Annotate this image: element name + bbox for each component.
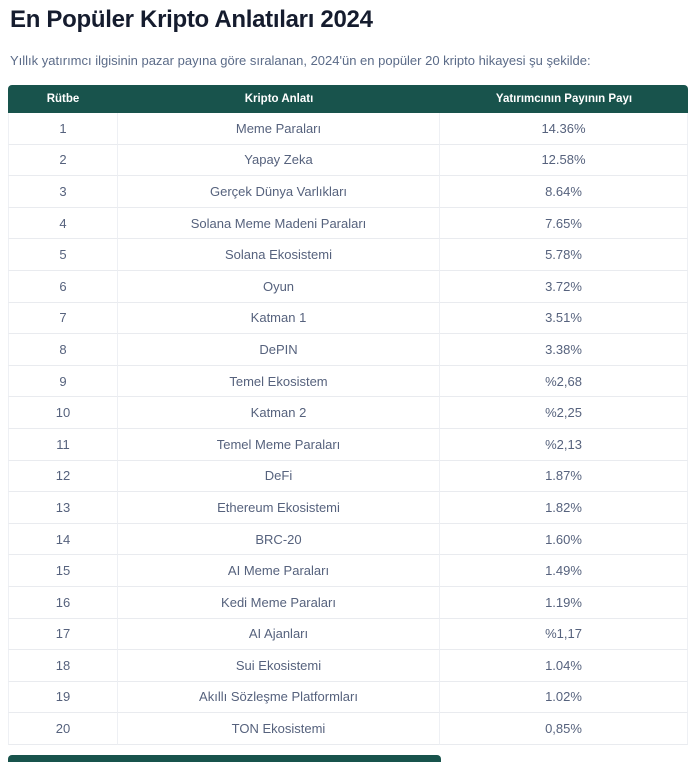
- share-cell: 3.51%: [440, 303, 688, 335]
- narrative-cell: Temel Meme Paraları: [118, 429, 440, 461]
- share-cell: %2,68: [440, 366, 688, 398]
- table-row: [8, 682, 688, 714]
- narrative-cell: TON Ekosistemi: [118, 713, 440, 745]
- share-cell: 1.49%: [440, 555, 688, 587]
- narrative-cell: Sui Ekosistemi: [118, 650, 440, 682]
- rank-cell: 15: [8, 555, 118, 587]
- share-cell: 12.58%: [440, 145, 688, 177]
- table-row: [8, 492, 688, 524]
- rank-cell: 16: [8, 587, 118, 619]
- table-row: [8, 619, 688, 651]
- table-row: [8, 366, 688, 398]
- rank-cell: 17: [8, 619, 118, 651]
- narrative-cell: Akıllı Sözleşme Platformları: [118, 682, 440, 714]
- rank-cell: 2: [8, 145, 118, 177]
- share-cell: 3.72%: [440, 271, 688, 303]
- table-body: [8, 113, 688, 745]
- column-header-rank: Rütbe: [8, 85, 118, 113]
- share-cell: 1.04%: [440, 650, 688, 682]
- share-cell: 14.36%: [440, 113, 688, 145]
- rank-cell: 10: [8, 397, 118, 429]
- share-cell: 0,85%: [440, 713, 688, 745]
- table-row: [8, 555, 688, 587]
- share-cell: 3.38%: [440, 334, 688, 366]
- share-cell: %2,13: [440, 429, 688, 461]
- table-row: [8, 713, 688, 745]
- narrative-cell: Kedi Meme Paraları: [118, 587, 440, 619]
- table-row: [8, 208, 688, 240]
- rank-cell: 18: [8, 650, 118, 682]
- table-row: [8, 113, 688, 145]
- table-row: [8, 145, 688, 177]
- share-cell: %2,25: [440, 397, 688, 429]
- narrative-cell: Katman 1: [118, 303, 440, 335]
- rank-cell: 20: [8, 713, 118, 745]
- rank-cell: 19: [8, 682, 118, 714]
- rank-cell: 11: [8, 429, 118, 461]
- narrative-cell: Ethereum Ekosistemi: [118, 492, 440, 524]
- next-table-header-partial: [8, 755, 441, 762]
- page-title: En Popüler Kripto Anlatıları 2024: [10, 6, 373, 33]
- column-header-narrative: Kripto Anlatı: [118, 85, 440, 113]
- rank-cell: 1: [8, 113, 118, 145]
- narrative-cell: Katman 2: [118, 397, 440, 429]
- share-cell: 8.64%: [440, 176, 688, 208]
- rank-cell: 8: [8, 334, 118, 366]
- table-header-row: [8, 85, 688, 113]
- table-row: [8, 239, 688, 271]
- share-cell: 1.82%: [440, 492, 688, 524]
- narrative-cell: AI Ajanları: [118, 619, 440, 651]
- share-cell: 5.78%: [440, 239, 688, 271]
- table-row: [8, 303, 688, 335]
- share-cell: 1.87%: [440, 461, 688, 493]
- narrative-cell: BRC-20: [118, 524, 440, 556]
- narrative-cell: DeFi: [118, 461, 440, 493]
- table-row: [8, 461, 688, 493]
- narrative-cell: Meme Paraları: [118, 113, 440, 145]
- narrative-cell: Oyun: [118, 271, 440, 303]
- table-row: [8, 587, 688, 619]
- table-row: [8, 334, 688, 366]
- narrative-cell: Temel Ekosistem: [118, 366, 440, 398]
- narrative-cell: Solana Meme Madeni Paraları: [118, 208, 440, 240]
- narrative-cell: Solana Ekosistemi: [118, 239, 440, 271]
- rank-cell: 6: [8, 271, 118, 303]
- rank-cell: 3: [8, 176, 118, 208]
- narrative-cell: AI Meme Paraları: [118, 555, 440, 587]
- share-cell: 7.65%: [440, 208, 688, 240]
- narrative-cell: DePIN: [118, 334, 440, 366]
- rank-cell: 5: [8, 239, 118, 271]
- rank-cell: 14: [8, 524, 118, 556]
- table-row: [8, 397, 688, 429]
- table-row: [8, 176, 688, 208]
- table-row: [8, 429, 688, 461]
- rank-cell: 12: [8, 461, 118, 493]
- column-header-investor-share: Yatırımcının Payının Payı: [440, 85, 688, 113]
- narrative-cell: Gerçek Dünya Varlıkları: [118, 176, 440, 208]
- table-row: [8, 650, 688, 682]
- rank-cell: 9: [8, 366, 118, 398]
- table-row: [8, 524, 688, 556]
- crypto-narratives-table: [8, 85, 688, 745]
- rank-cell: 4: [8, 208, 118, 240]
- narrative-cell: Yapay Zeka: [118, 145, 440, 177]
- rank-cell: 7: [8, 303, 118, 335]
- table-row: [8, 271, 688, 303]
- page-subtitle: Yıllık yatırımcı ilgisinin pazar payına göre sıralanan, 2024'ün en popüler 20 kripto hikayesi şu şekilde:: [10, 53, 591, 68]
- rank-cell: 13: [8, 492, 118, 524]
- share-cell: 1.19%: [440, 587, 688, 619]
- share-cell: 1.02%: [440, 682, 688, 714]
- share-cell: %1,17: [440, 619, 688, 651]
- share-cell: 1.60%: [440, 524, 688, 556]
